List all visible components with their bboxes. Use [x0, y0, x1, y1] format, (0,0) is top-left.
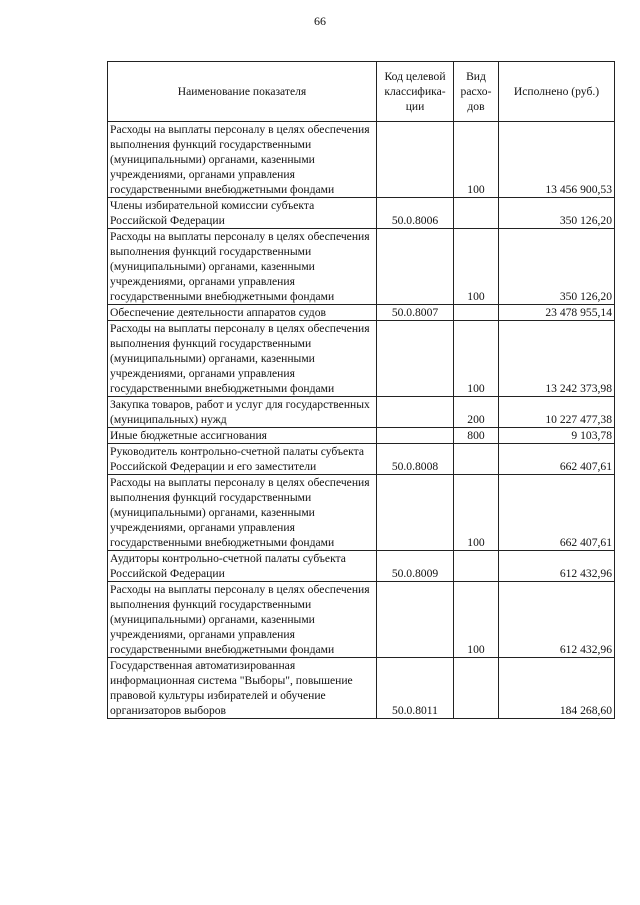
cell-name: Расходы на выплаты персоналу в целях обеспечения выполнения функций государственными (муниципальными) органами, казенными учреждениями, органами управления государственными внебюджетными фондами: [108, 582, 377, 658]
cell-name: Члены избирательной комиссии субъекта Российской Федерации: [108, 198, 377, 229]
cell-amount: 13 242 373,98: [499, 321, 615, 397]
page-number: 66: [314, 14, 326, 28]
cell-kind: [454, 658, 499, 719]
cell-code: 50.0.8009: [377, 551, 454, 582]
cell-kind: [454, 551, 499, 582]
cell-amount: 350 126,20: [499, 229, 615, 305]
cell-kind: 800: [454, 428, 499, 444]
cell-name: Расходы на выплаты персоналу в целях обеспечения выполнения функций государственными (муниципальными) органами, казенными учреждениями, органами управления государственными внебюджетными фондами: [108, 321, 377, 397]
table-row: [108, 397, 615, 428]
budget-table: [107, 61, 615, 719]
cell-code: 50.0.8008: [377, 444, 454, 475]
cell-amount: 9 103,78: [499, 428, 615, 444]
table-row: [108, 321, 615, 397]
cell-kind: 200: [454, 397, 499, 428]
cell-amount: 10 227 477,38: [499, 397, 615, 428]
cell-code: [377, 582, 454, 658]
cell-kind: [454, 305, 499, 321]
table-row: [108, 582, 615, 658]
table-body: [108, 122, 615, 719]
cell-name: Иные бюджетные ассигнования: [108, 428, 377, 444]
table-row: [108, 658, 615, 719]
header-kind: Вид расхо-дов: [454, 62, 499, 122]
cell-code: [377, 428, 454, 444]
table-row: [108, 428, 615, 444]
header-code: Код целевой классифика-ции: [377, 62, 454, 122]
cell-kind: [454, 444, 499, 475]
header-amount: Исполнено (руб.): [499, 62, 615, 122]
cell-amount: 662 407,61: [499, 444, 615, 475]
cell-code: 50.0.8011: [377, 658, 454, 719]
cell-code: [377, 475, 454, 551]
cell-amount: 13 456 900,53: [499, 122, 615, 198]
cell-code: [377, 122, 454, 198]
cell-name: Расходы на выплаты персоналу в целях обеспечения выполнения функций государственными (муниципальными) органами, казенными учреждениями, органами управления государственными внебюджетными фондами: [108, 475, 377, 551]
cell-name: Руководитель контрольно-счетной палаты субъекта Российской Федерации и его заместители: [108, 444, 377, 475]
table-header-row: [108, 62, 615, 122]
cell-name: Аудиторы контрольно-счетной палаты субъекта Российской Федерации: [108, 551, 377, 582]
table-row: [108, 551, 615, 582]
cell-amount: 184 268,60: [499, 658, 615, 719]
cell-kind: 100: [454, 321, 499, 397]
cell-code: [377, 321, 454, 397]
cell-name: Государственная автоматизированная информационная система "Выборы", повышение правовой культуры избирателей и обучение организаторов выборов: [108, 658, 377, 719]
cell-amount: 612 432,96: [499, 582, 615, 658]
cell-code: [377, 397, 454, 428]
cell-amount: 612 432,96: [499, 551, 615, 582]
cell-name: Обеспечение деятельности аппаратов судов: [108, 305, 377, 321]
table-row: [108, 198, 615, 229]
cell-amount: 662 407,61: [499, 475, 615, 551]
table-row: [108, 475, 615, 551]
cell-code: [377, 229, 454, 305]
table-row: [108, 229, 615, 305]
cell-name: Расходы на выплаты персоналу в целях обеспечения выполнения функций государственными (муниципальными) органами, казенными учреждениями, органами управления государственными внебюджетными фондами: [108, 122, 377, 198]
table-row: [108, 122, 615, 198]
cell-kind: 100: [454, 475, 499, 551]
cell-kind: [454, 198, 499, 229]
cell-kind: 100: [454, 229, 499, 305]
cell-kind: 100: [454, 582, 499, 658]
cell-code: 50.0.8006: [377, 198, 454, 229]
header-name: Наименование показателя: [108, 62, 377, 122]
cell-amount: 350 126,20: [499, 198, 615, 229]
table-row: [108, 305, 615, 321]
cell-name: Расходы на выплаты персоналу в целях обеспечения выполнения функций государственными (муниципальными) органами, казенными учреждениями, органами управления государственными внебюджетными фондами: [108, 229, 377, 305]
cell-kind: 100: [454, 122, 499, 198]
cell-name: Закупка товаров, работ и услуг для государственных (муниципальных) нужд: [108, 397, 377, 428]
table-row: [108, 444, 615, 475]
cell-code: 50.0.8007: [377, 305, 454, 321]
cell-amount: 23 478 955,14: [499, 305, 615, 321]
